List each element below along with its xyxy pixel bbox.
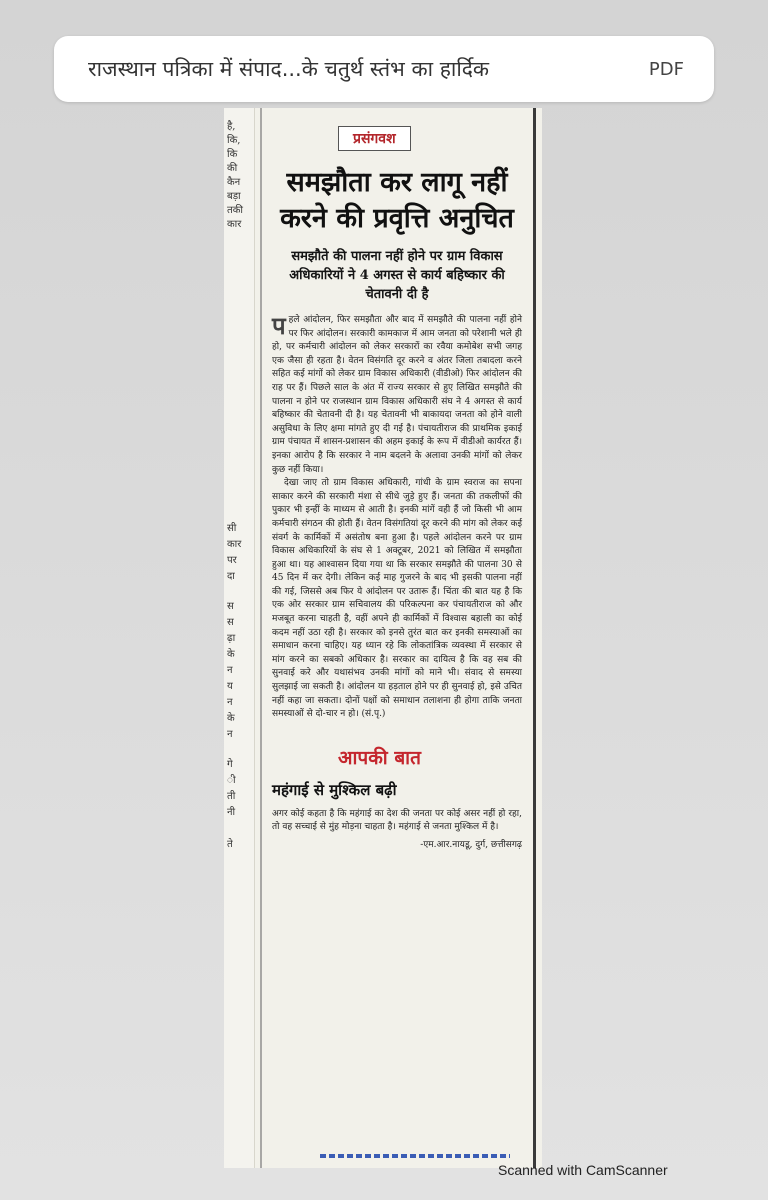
article-subheadline: समझौते की पालना नहीं होने पर ग्राम विकास अधिकारियों ने 4 अगस्त से कार्य बहिष्कार की चेतावनी दी है (289, 249, 505, 302)
adjacent-column-strip (224, 108, 255, 1168)
editorial-article (272, 126, 522, 850)
clipping-edge-rule (533, 108, 536, 1168)
margin-fragment: कार (227, 219, 242, 230)
article-paragraph: पहले आंदोलन, फिर समझौता और बाद में समझौते की पालना नहीं होने पर फिर आंदोलन। सरकारी कामकाज में आम जनता को परेशानी भले ही हो, पर कर्मचारी आंदोलन को लेकर सरकारों का रवैया कमोबेश सभी जगह एक जैसा ही रहता है। वेतन विसंगति दूर करने व अंतर जिला तबादला करने सहित कई मांगों को लेकर ग्राम विकास अधिकारी (वीडीओ) फिर आंदोलन की राह पर हैं। पिछले साल के अंत में राज्य सरकार से हुए लिखित समझौते की पालना न होने पर राजस्थान ग्राम विकास अधिकारी संघ ने 4 अगस्त से कार्य बहिष्कार की चेतावनी दी है। यह चेतावनी भी बाकायदा जनता को होने वाली असुविधा के लिए क्षमा मांगते हुए दी गई है। पंचायतीराज की प्राथमिक इकाई ग्राम पंचायत में शासन-प्रशासन की अहम इकाई के रूप में वीडीओ कार्यरत हैं। इनका आरोप है कि सरकार ने नाम बदलने के अलावा उनकी मांगों को लेकर कुछ नहीं किया। (272, 311, 522, 475)
margin-fragment: न (227, 697, 233, 708)
margin-fragment: है, (227, 121, 236, 132)
margin-fragment: न (227, 665, 233, 676)
drop-cap: प (272, 311, 286, 340)
column-divider (260, 108, 262, 1168)
article-headline: समझौता कर लागू नहीं करने की प्रवृत्ति अनुचित (280, 167, 514, 234)
margin-fragment: स (227, 601, 234, 612)
margin-fragment: तकी (227, 205, 243, 216)
document-type-label: PDF (648, 58, 684, 80)
letters-section-heading: आपकी बात (338, 746, 421, 769)
article-body (272, 311, 522, 722)
margin-fragment: के (227, 649, 235, 660)
margin-fragment: गे (227, 759, 233, 770)
margin-fragment: न (227, 729, 233, 740)
letter-title: महंगाई से मुश्किल बढ़ी (272, 780, 397, 799)
scanned-newspaper-clipping (224, 108, 542, 1168)
margin-fragment: पर (227, 555, 237, 566)
margin-fragment: कार (227, 539, 242, 550)
margin-fragment: कैन (227, 177, 241, 188)
margin-fragment: सी (227, 523, 237, 534)
blue-dashed-rule (320, 1154, 510, 1158)
margin-fragment: स (227, 617, 234, 628)
letter-body: अगर कोई कहता है कि महंगाई का देश की जनता पर कोई असर नहीं हो रहा, तो वह सच्चाई से मुंह मोड़ना चाहता है। महंगाई से जनता मुश्किल में है। (272, 808, 522, 833)
margin-fragment: ती (227, 791, 236, 802)
margin-fragment: की (227, 163, 238, 174)
margin-fragment: नी (227, 807, 236, 818)
camscanner-watermark: Scanned with CamScanner (498, 1162, 668, 1178)
letter-signature: -एम.आर.नायडू, दुर्ग, छत्तीसगढ़ (420, 839, 522, 850)
margin-fragment: ते (227, 839, 233, 850)
margin-fragment: ी (227, 775, 236, 786)
margin-fragment: य (227, 681, 233, 692)
article-paragraph: देखा जाए तो ग्राम विकास अधिकारी, गांधी के ग्राम स्वराज का सपना साकार करने की सरकारी मंशा से सीधे जुड़े हुए हैं। जनता की तकलीफों की पुकार भी इन्हीं के माध्यम से आती है। इनकी मांगें वही हैं जो किसी भी आम कर्मचारी संगठन की होती हैं। वेतन विसंगतियां दूर करने की मांग को लेकर कई संवर्ग के कार्मिकों में असंतोष बना हुआ है। पहले आंदोलन करने पर ग्राम विकास अधिकारियों के संघ से 1 अक्टूबर, 2021 को लिखित में समझौता हुआ था। यह आश्वासन दिया गया था कि सरकार समझौते की पालना 30 से 45 दिन में कर देगी। लेकिन कई माह गुजरने के बाद भी इसकी पालना नहीं की गई, जिससे अब फिर ये आंदोलन पर उतारू हैं। चिंता की बात यह है कि एक ओर सरकार ग्राम सचिवालय की परिकल्पना कर पंचायतीराज को और मजबूत करना चाहती है, वहीं अपने ही कार्मिकों में विश्वास बहाली का कोई कदम नहीं उठा रही है। सरकार को इनसे तुरंत बात कर इनकी समस्याओं का समाधान करना चाहिए। यह ध्यान रहे कि लोकतांत्रिक व्यवस्था में सरकार से मांग करने का सबको अधिकार है। सरकार का दायित्व है कि वह सब की सुनवाई करे और यथासंभव उनकी मांगों को माने भी। संवाद से समस्या सुलझाई जा सकती है। आंदोलन या हड़ताल होने पर ही सुनवाई हो, इसे उचित नहीं कहा जा सकता। दोनों पक्षों को समाधान तलाशना ही होगा ताकि जनता समस्याओं से दो-चार न हो। (सं.पृ.) (272, 478, 522, 720)
margin-fragment: दा (227, 571, 235, 582)
margin-fragment: कि (227, 149, 238, 160)
margin-fragment: ढ़ा (227, 633, 236, 644)
document-title-bar[interactable] (54, 36, 714, 102)
document-title: राजस्थान पत्रिका में संपाद...के चतुर्थ स्तंभ का हार्दिक (88, 57, 490, 81)
margin-fragment: कि, (227, 135, 241, 146)
section-tag: प्रसंगवश (338, 126, 411, 151)
margin-fragment: बड़ा (227, 191, 241, 202)
margin-fragment: के (227, 713, 235, 724)
